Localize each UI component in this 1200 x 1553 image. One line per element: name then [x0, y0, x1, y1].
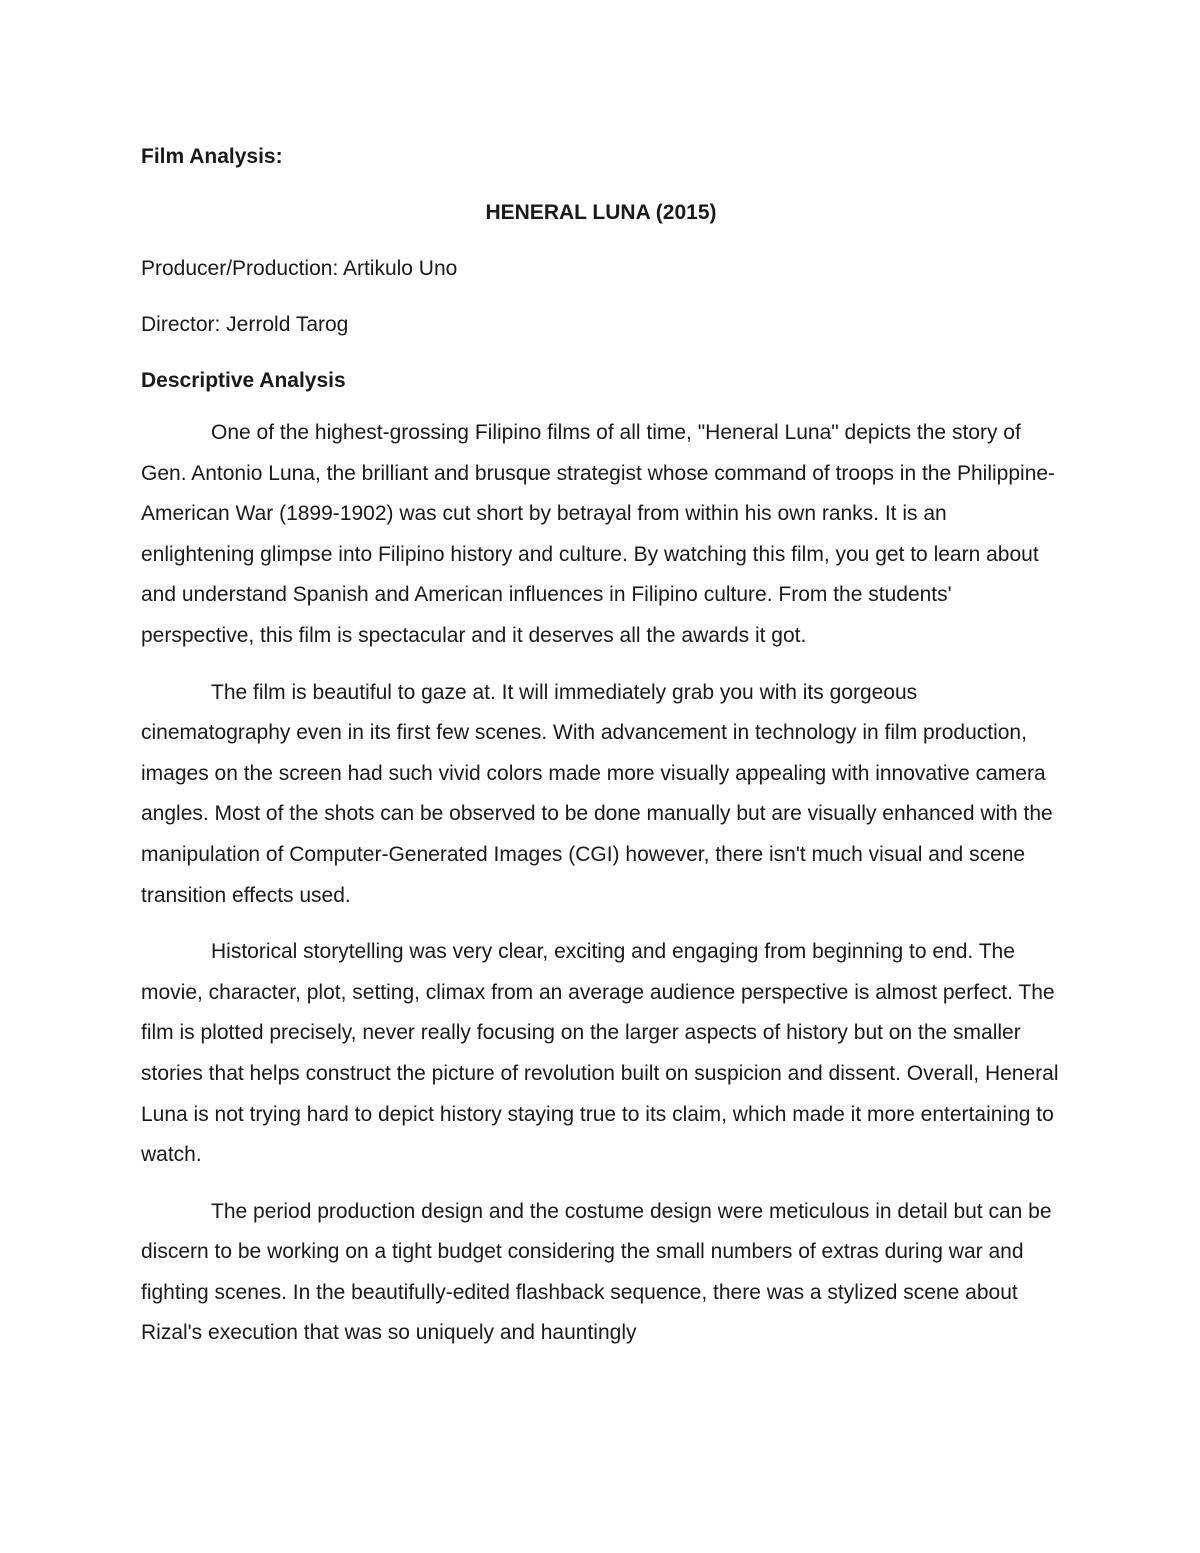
document-label: Film Analysis:: [141, 145, 283, 168]
document-body: [141, 141, 1061, 1354]
document-title: HENERAL LUNA (2015): [485, 201, 717, 224]
paragraph-2: The film is beautiful to gaze at. It will immediately grab you with its gorgeous cinematography even in its first few scenes. With advancement in technology in film production, images on the screen had such vivid colors made more visually appealing with innovative camera angles. Most of the shots can be observed to be done manually but are visually enhanced with the manipulation of Computer-Generated Images (CGI) however, there isn't much visual and scene transition effects used.: [141, 680, 1053, 907]
director-line: Director: Jerrold Tarog: [141, 313, 349, 336]
paragraph-4: The period production design and the costume design were meticulous in detail but can be discern to be working on a tight budget considering the small numbers of extras during war and fighting scenes. In the beautifully-edited flashback sequence, there was a stylized scene about Rizal's execution that was so uniquely and hauntingly: [141, 1199, 1052, 1345]
paragraph-3: Historical storytelling was very clear, exciting and engaging from beginning to end. The movie, character, plot, setting, climax from an average audience perspective is almost perfect. The film is plotted precisely, never really focusing on the larger aspects of history but on the smaller stories that helps construct the picture of revolution built on suspicion and dissent. Overall, Heneral Luna is not trying hard to depict history staying true to its claim, which made it more entertaining to watch.: [141, 940, 1059, 1167]
section-heading: Descriptive Analysis: [141, 369, 346, 392]
paragraph-1: One of the highest-grossing Filipino films of all time, "Heneral Luna" depicts the story of Gen. Antonio Luna, the brilliant and brusque strategist whose command of troops in the Philippine-American War (1899-1902) was cut short by betrayal from within his own ranks. It is an enlightening glimpse into Filipino history and culture. By watching this film, you get to learn about and understand Spanish and American influences in Filipino culture. From the students' perspective, this film is spectacular and it deserves all the awards it got.: [141, 421, 1056, 647]
producer-line: Producer/Production: Artikulo Uno: [141, 257, 458, 280]
